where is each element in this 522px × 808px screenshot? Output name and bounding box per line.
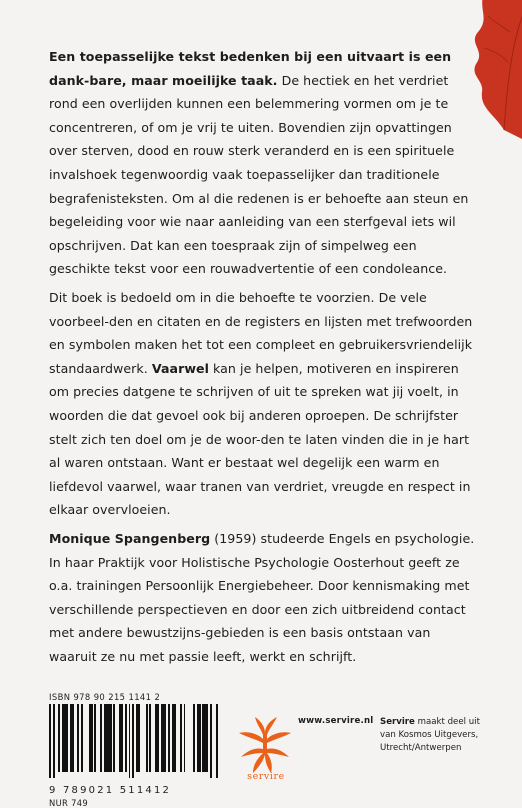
- imprint-line-3: Utrecht/Antwerpen: [380, 742, 462, 753]
- isbn-label: ISBN 978 90 215 1141 2: [49, 692, 161, 702]
- author-name: Monique Spangenberg: [49, 531, 211, 546]
- barcode-bar: [185, 704, 193, 772]
- barcode-bar: [216, 704, 218, 778]
- paragraph-book: [49, 286, 479, 522]
- nur-code: NUR 749: [49, 798, 88, 808]
- imprint-line-1: [380, 716, 480, 729]
- intro-body: De hectiek en het verdriet rond een overlijden kunnen een belemmering vormen om je te concentreren, of om je vrij te uiten. Bovendien zijn opvattingen over sterven, dood en rouw sterk veranderd en is een spirituele invalshoek tegenwoordig vaak toepasselijker dan traditionele begrafenisteksten. Om al die redenen is er behoefte aan steun en begeleiding voor wie naar aanleiding van een sterfgeval iets wil opschrijven. Dat kan een toespraak zijn of simpelweg een geschikte tekst voor een rouwadvertentie of een condoleance.: [49, 72, 469, 277]
- imprint-line-2: van Kosmos Uitgevers,: [380, 729, 479, 740]
- book-rest: kan je helpen, motiveren en inspireren om precies datgene te schrijven of uit te spreken wat jij voelt, in woorden die dat gevoel ook bij anderen oproepen. De schrijfster stelt zich ten doel om je de woor-den te laten vinden die in je hart al waren ontstaan. Want er bestaat wel degelijk een warm en liefdevol vaarwel, waar tranen van verdriet, vreugde en respect in elkaar overvloeien.: [49, 360, 471, 518]
- servire-logo-text: servire: [247, 771, 285, 782]
- isbn-barcode-block: [49, 692, 219, 808]
- servire-logo-icon: [237, 713, 293, 779]
- barcode-bar: [104, 704, 112, 772]
- publisher-url[interactable]: www.servire.nl: [298, 716, 374, 726]
- publisher-name: Servire: [380, 717, 415, 727]
- author-bio: (1959) studeerde Engels en psychologie. In haar Praktijk voor Holistische Psychologie Oosterhout geeft ze o.a. trainingen Persoonlijk Energiebeheer. Door kennismaking met verschillende perspectieven en door een zich uitbreidend contact met andere bewustzijns-gebieden is een basis ontstaan van waaruit ze nu met passie leeft, werkt en schrijft.: [49, 531, 475, 664]
- paragraph-intro: [49, 45, 479, 281]
- intro-lead: Een toepasselijke tekst bedenken bij een uitvaart is een dank-bare, maar moeilijke taak.: [49, 49, 452, 88]
- barcode: [49, 704, 219, 778]
- book-title-word: Vaarwel: [151, 360, 209, 376]
- imprint-line-1-rest: maakt deel uit: [417, 717, 480, 727]
- book-intro: Dit boek is bedoeld om in die behoefte te voorzien. De vele voorbeel-den en citaten en de registers en lijsten met trefwoorden en symbolen maken het tot een compleet en gebruikersvriendelijk standaardwerk.: [49, 290, 473, 376]
- publisher-imprint: [380, 716, 480, 754]
- paragraph-author: [49, 527, 479, 669]
- barcode-digits: 9 789021 511412: [49, 785, 172, 796]
